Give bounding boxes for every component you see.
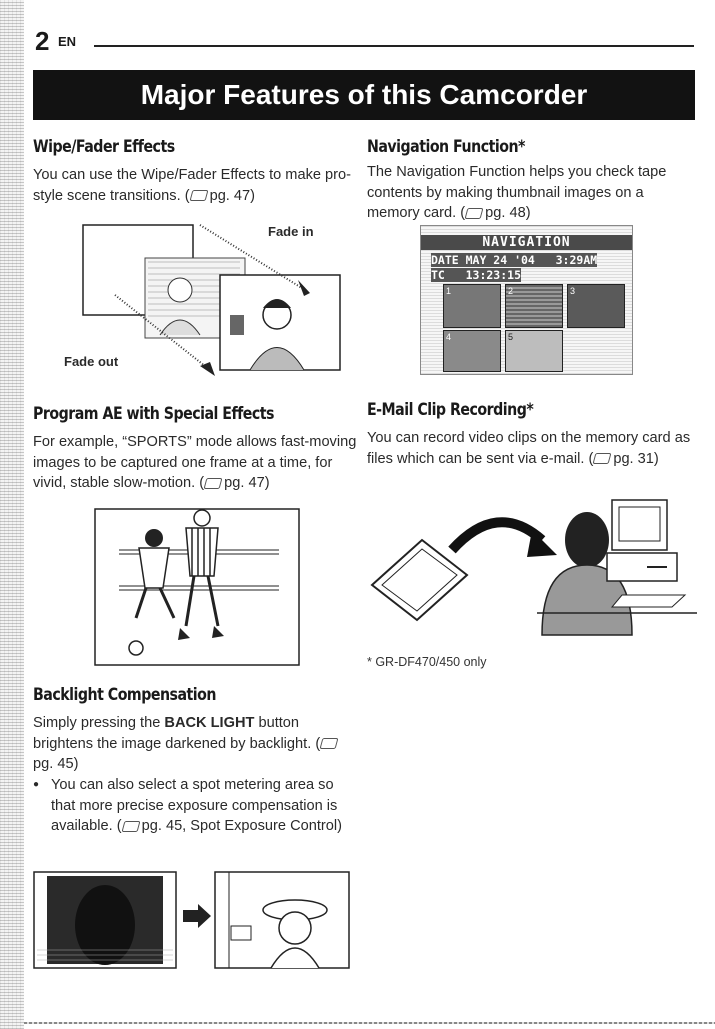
section-title-backlight: Backlight Compensation	[33, 685, 216, 704]
label-fade-out: Fade out	[64, 354, 119, 369]
banner-title: Major Features of this Camcorder	[140, 79, 588, 110]
email-clip-illustration	[367, 495, 697, 645]
page-language: EN	[58, 34, 77, 49]
pointing-hand-icon	[121, 821, 140, 832]
thumbnail: 3	[567, 284, 625, 328]
page-ref-wipe: ( pg. 47)	[184, 187, 256, 204]
page-number: 2	[35, 26, 50, 56]
list-item: ● You can also select a spot metering area so that more precise exposure compensation is available. ( pg. 45, Spot Exposure Control)	[33, 775, 353, 837]
wipe-text: You can use the Wipe/Fader Effects to make pro-style scene transitions.	[33, 167, 351, 204]
pointing-hand-icon	[189, 190, 208, 201]
page-ref-navigation: ( pg. 48)	[460, 205, 531, 221]
navigation-screen-heading: NAVIGATION	[421, 235, 632, 250]
section-body-wipe	[33, 165, 353, 206]
thumbnail: 2	[505, 284, 563, 328]
section-body-backlight: Simply pressing the BACK LIGHT button brightens the image darkened by backlight. (pg. 45)	[33, 713, 353, 775]
sports-mode-illustration	[94, 508, 300, 666]
pointing-hand-icon	[204, 478, 223, 489]
page-banner	[33, 70, 695, 120]
section-title-navigation: Navigation Function*	[367, 137, 525, 156]
backlight-bullets	[33, 775, 353, 837]
wipe-fader-illustration	[80, 220, 350, 385]
pointing-hand-icon	[593, 453, 612, 464]
header-rule	[94, 45, 694, 47]
email-text: You can record video clips on the memory card as files which can be sent via e-mail.	[367, 430, 691, 467]
binding-edge	[0, 0, 24, 1029]
navigation-screen	[420, 225, 633, 375]
footnote: * GR-DF470/450 only	[367, 655, 487, 669]
label-fade-in: Fade in	[268, 224, 314, 239]
page-ref-backlight: (pg. 45)	[33, 736, 340, 773]
page-ref-program-ae: ( pg. 47)	[199, 475, 270, 491]
bottom-rule	[24, 1022, 715, 1024]
pointing-hand-icon	[465, 208, 484, 219]
navigation-screen-timecode: TC 13:23:15	[431, 268, 522, 282]
section-title-program-ae: Program AE with Special Effects	[33, 404, 274, 423]
section-body-email	[367, 428, 697, 469]
thumbnail: 5	[505, 330, 563, 372]
backlight-comparison-illustration	[33, 870, 353, 972]
section-body-program-ae	[33, 432, 363, 494]
thumbnail: 1	[443, 284, 501, 328]
pointing-hand-icon	[320, 738, 339, 749]
page-ref-email: ( pg. 31)	[588, 450, 659, 467]
back-light-button-label: BACK LIGHT	[164, 715, 255, 731]
section-title-wipe: Wipe/Fader Effects	[33, 137, 175, 156]
navigation-screen-date: DATE MAY 24 '04 3:29AM	[431, 253, 598, 267]
section-body-navigation	[367, 162, 697, 224]
section-title-email: E-Mail Clip Recording*	[367, 400, 534, 419]
program-ae-text: For example, “SPORTS” mode allows fast-moving images to be captured one frame at a time, for vivid, stable slow-motion.	[33, 434, 357, 491]
navigation-text: The Navigation Function helps you check tape contents by making thumbnail images on a memory card.	[367, 164, 667, 221]
thumbnail: 4	[443, 330, 501, 372]
